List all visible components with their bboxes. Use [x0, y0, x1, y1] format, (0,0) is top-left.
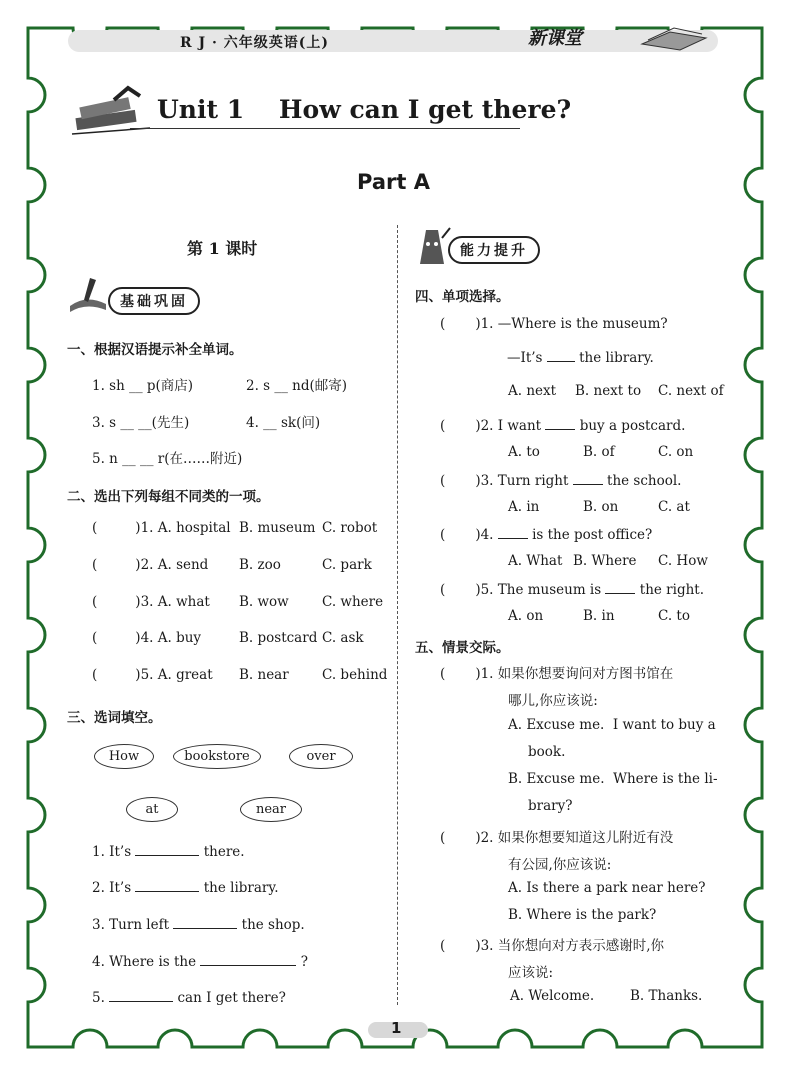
fill-item-5	[92, 989, 286, 1006]
books-lamp-icon	[70, 84, 152, 140]
sit-q3-line1: )3. 当你想向对方表示感谢时,你	[475, 938, 665, 954]
book-title: R J · 六年级英语(上)	[180, 35, 330, 51]
fill-item-5-pre: 5.	[92, 990, 105, 1006]
answer-paren[interactable]: (	[440, 527, 476, 543]
mc-q2-c: C. on	[658, 444, 694, 460]
sit-q1-b1: B. Excuse me. Where is the li-	[508, 771, 718, 787]
blank[interactable]	[498, 526, 528, 539]
mc-q5-post: the right.	[639, 582, 705, 598]
page-number: 1	[391, 1019, 402, 1037]
fill-item-4	[92, 953, 308, 970]
fill-item-2-pre: 2. It’s	[92, 880, 132, 896]
mc-q1	[440, 316, 668, 332]
choice-close: )	[135, 630, 141, 646]
sit-q2	[440, 826, 673, 846]
sit-q3-b: B. Thanks.	[630, 988, 703, 1004]
sit-q3	[440, 934, 664, 954]
mc-q1-c: C. next of	[658, 383, 724, 399]
blank[interactable]	[109, 989, 173, 1002]
sit-q1-a1: A. Excuse me. I want to buy a	[508, 717, 716, 733]
mc-q1-line2	[507, 349, 654, 366]
pencil-mascot-icon	[412, 224, 452, 268]
choice-c: C. where	[322, 594, 384, 610]
word-cloud-bookstore: bookstore	[173, 744, 261, 769]
blank[interactable]	[547, 349, 575, 362]
choice-row	[92, 667, 213, 683]
choice-row	[92, 557, 208, 573]
answer-paren[interactable]: (	[440, 473, 476, 489]
sit-q2-a: A. Is there a park near here?	[508, 880, 706, 896]
choice-row	[92, 520, 231, 536]
word-item-5: 5. n __ __ r(在……附近)	[92, 451, 243, 467]
fill-item-3	[92, 916, 305, 933]
choice-b: B. postcard	[239, 630, 318, 646]
blank[interactable]	[545, 417, 575, 430]
choice-c: C. behind	[322, 667, 388, 683]
sit-q2-line2: 有公园,你应该说:	[508, 857, 612, 873]
answer-paren[interactable]: (	[440, 938, 476, 954]
choice-a: 3. A. what	[140, 594, 210, 610]
choice-row	[92, 630, 201, 646]
mc-q4-b: B. Where	[573, 553, 637, 569]
mc-q1-stem: )1. —Where is the museum?	[475, 316, 668, 332]
choice-a: 2. A. send	[140, 557, 209, 573]
mc-q2	[440, 417, 685, 434]
brand-logo	[528, 24, 582, 50]
sit-q2-line1: )2. 如果你想要知道这儿附近有没	[475, 830, 674, 846]
mc-q5-pre: )5. The museum is	[475, 582, 602, 598]
section-2-title: 二、选出下列每组不同类的一项。	[67, 489, 270, 505]
fill-item-4-post: ?	[300, 954, 308, 970]
section-3-title: 三、选词填空。	[67, 710, 162, 726]
mc-q5-c: C. to	[658, 608, 690, 624]
mc-q2-post: buy a postcard.	[579, 418, 686, 434]
choice-c: C. park	[322, 557, 372, 573]
word-item-1: 1. sh __ p(商店)	[92, 378, 194, 394]
sit-q1	[440, 662, 673, 682]
section-5-title: 五、情景交际。	[415, 640, 510, 656]
answer-paren[interactable]: (	[92, 557, 98, 573]
fill-item-3-post: the shop.	[241, 917, 305, 933]
mc-q5-a: A. on	[508, 608, 544, 624]
unit-title: Unit 1 How can I get there?	[157, 95, 572, 124]
mc-q5	[440, 581, 704, 598]
blank[interactable]	[605, 581, 635, 594]
lesson-title: 第 1 课时	[187, 239, 258, 258]
word-item-2: 2. s __ nd(邮寄)	[246, 378, 348, 394]
choice-close: )	[135, 667, 141, 683]
fill-item-2	[92, 879, 279, 896]
mc-q4-post: is the post office?	[532, 527, 653, 543]
word-item-3: 3. s __ __(先生)	[92, 415, 190, 431]
choice-close: )	[135, 594, 141, 610]
mc-q5-b: B. in	[583, 608, 615, 624]
choice-b: B. zoo	[239, 557, 281, 573]
badge-advanced: 能力提升	[448, 236, 540, 264]
mc-q4-c: C. How	[658, 553, 708, 569]
badge-basic: 基础巩固	[108, 287, 200, 315]
sit-q1-line2: 哪儿,你应该说:	[508, 693, 598, 709]
answer-paren[interactable]: (	[440, 830, 476, 846]
mc-q1-line2-post: the library.	[579, 350, 654, 366]
blank[interactable]	[173, 916, 237, 929]
header-ribbon	[68, 30, 718, 52]
choice-a: 4. A. buy	[140, 630, 202, 646]
mc-q1-b: B. next to	[575, 383, 642, 399]
choice-close: )	[135, 520, 141, 536]
mc-q3-post: the school.	[607, 473, 682, 489]
mc-q3	[440, 472, 681, 489]
answer-paren[interactable]: (	[440, 666, 476, 682]
choice-b: B. museum	[239, 520, 316, 536]
choice-b: B. wow	[239, 594, 289, 610]
choice-c: C. robot	[322, 520, 378, 536]
choice-a: 1. A. hospital	[140, 520, 231, 536]
column-divider	[397, 225, 398, 1005]
word-cloud-near: near	[240, 797, 302, 822]
section-4-title: 四、单项选择。	[415, 289, 510, 305]
choice-a: 5. A. great	[140, 667, 213, 683]
fill-item-1-pre: 1. It’s	[92, 844, 132, 860]
answer-paren[interactable]: (	[440, 582, 476, 598]
unit-underline	[130, 128, 520, 129]
choice-b: B. near	[239, 667, 289, 683]
sit-q1-a2: book.	[528, 744, 566, 760]
answer-paren[interactable]: (	[92, 667, 98, 683]
section-1-title: 一、根据汉语提示补全单词。	[67, 342, 243, 358]
fill-item-1	[92, 843, 245, 860]
sit-q3-a: A. Welcome.	[510, 988, 595, 1004]
mc-q1-line2-pre: —It’s	[507, 350, 543, 366]
blank[interactable]	[573, 472, 603, 485]
word-cloud-over: over	[289, 744, 353, 769]
blank[interactable]	[135, 843, 199, 856]
blank[interactable]	[135, 879, 199, 892]
sit-q2-b: B. Where is the park?	[508, 907, 657, 923]
fill-item-4-pre: 4. Where is the	[92, 954, 197, 970]
mc-q2-a: A. to	[508, 444, 540, 460]
mc-q3-pre: )3. Turn right	[475, 473, 569, 489]
mc-q2-b: B. of	[583, 444, 615, 460]
pencil-book-icon	[66, 276, 110, 316]
answer-paren[interactable]: (	[92, 520, 98, 536]
mc-q1-a: A. next	[508, 383, 557, 399]
mc-q3-a: A. in	[508, 499, 540, 515]
answer-paren[interactable]: (	[440, 316, 476, 332]
mc-q3-b: B. on	[583, 499, 619, 515]
blank[interactable]	[200, 953, 296, 966]
mc-q3-c: C. at	[658, 499, 690, 515]
fill-item-3-pre: 3. Turn left	[92, 917, 170, 933]
answer-paren[interactable]: (	[92, 630, 98, 646]
answer-paren[interactable]: (	[92, 594, 98, 610]
fill-item-2-post: the library.	[203, 880, 279, 896]
sit-q3-line2: 应该说:	[508, 965, 554, 981]
sit-q1-b2: brary?	[528, 798, 573, 814]
word-item-4: 4. __ sk(问)	[246, 415, 321, 431]
fill-item-5-post: can I get there?	[177, 990, 286, 1006]
choice-close: )	[135, 557, 141, 573]
part-title: Part A	[357, 170, 430, 194]
sit-q1-line1: )1. 如果你想要询问对方图书馆在	[475, 666, 674, 682]
brand-text: 新课堂	[528, 28, 582, 49]
mc-q2-pre: )2. I want	[475, 418, 542, 434]
choice-c: C. ask	[322, 630, 364, 646]
mc-q4-pre: )4.	[475, 527, 494, 543]
choice-row	[92, 594, 210, 610]
mc-q4	[440, 526, 652, 543]
answer-paren[interactable]: (	[440, 418, 476, 434]
book-icon	[640, 18, 710, 52]
mc-q4-a: A. What	[508, 553, 563, 569]
word-cloud-how: How	[94, 744, 154, 769]
fill-item-1-post: there.	[203, 844, 245, 860]
word-cloud-at: at	[126, 797, 178, 822]
